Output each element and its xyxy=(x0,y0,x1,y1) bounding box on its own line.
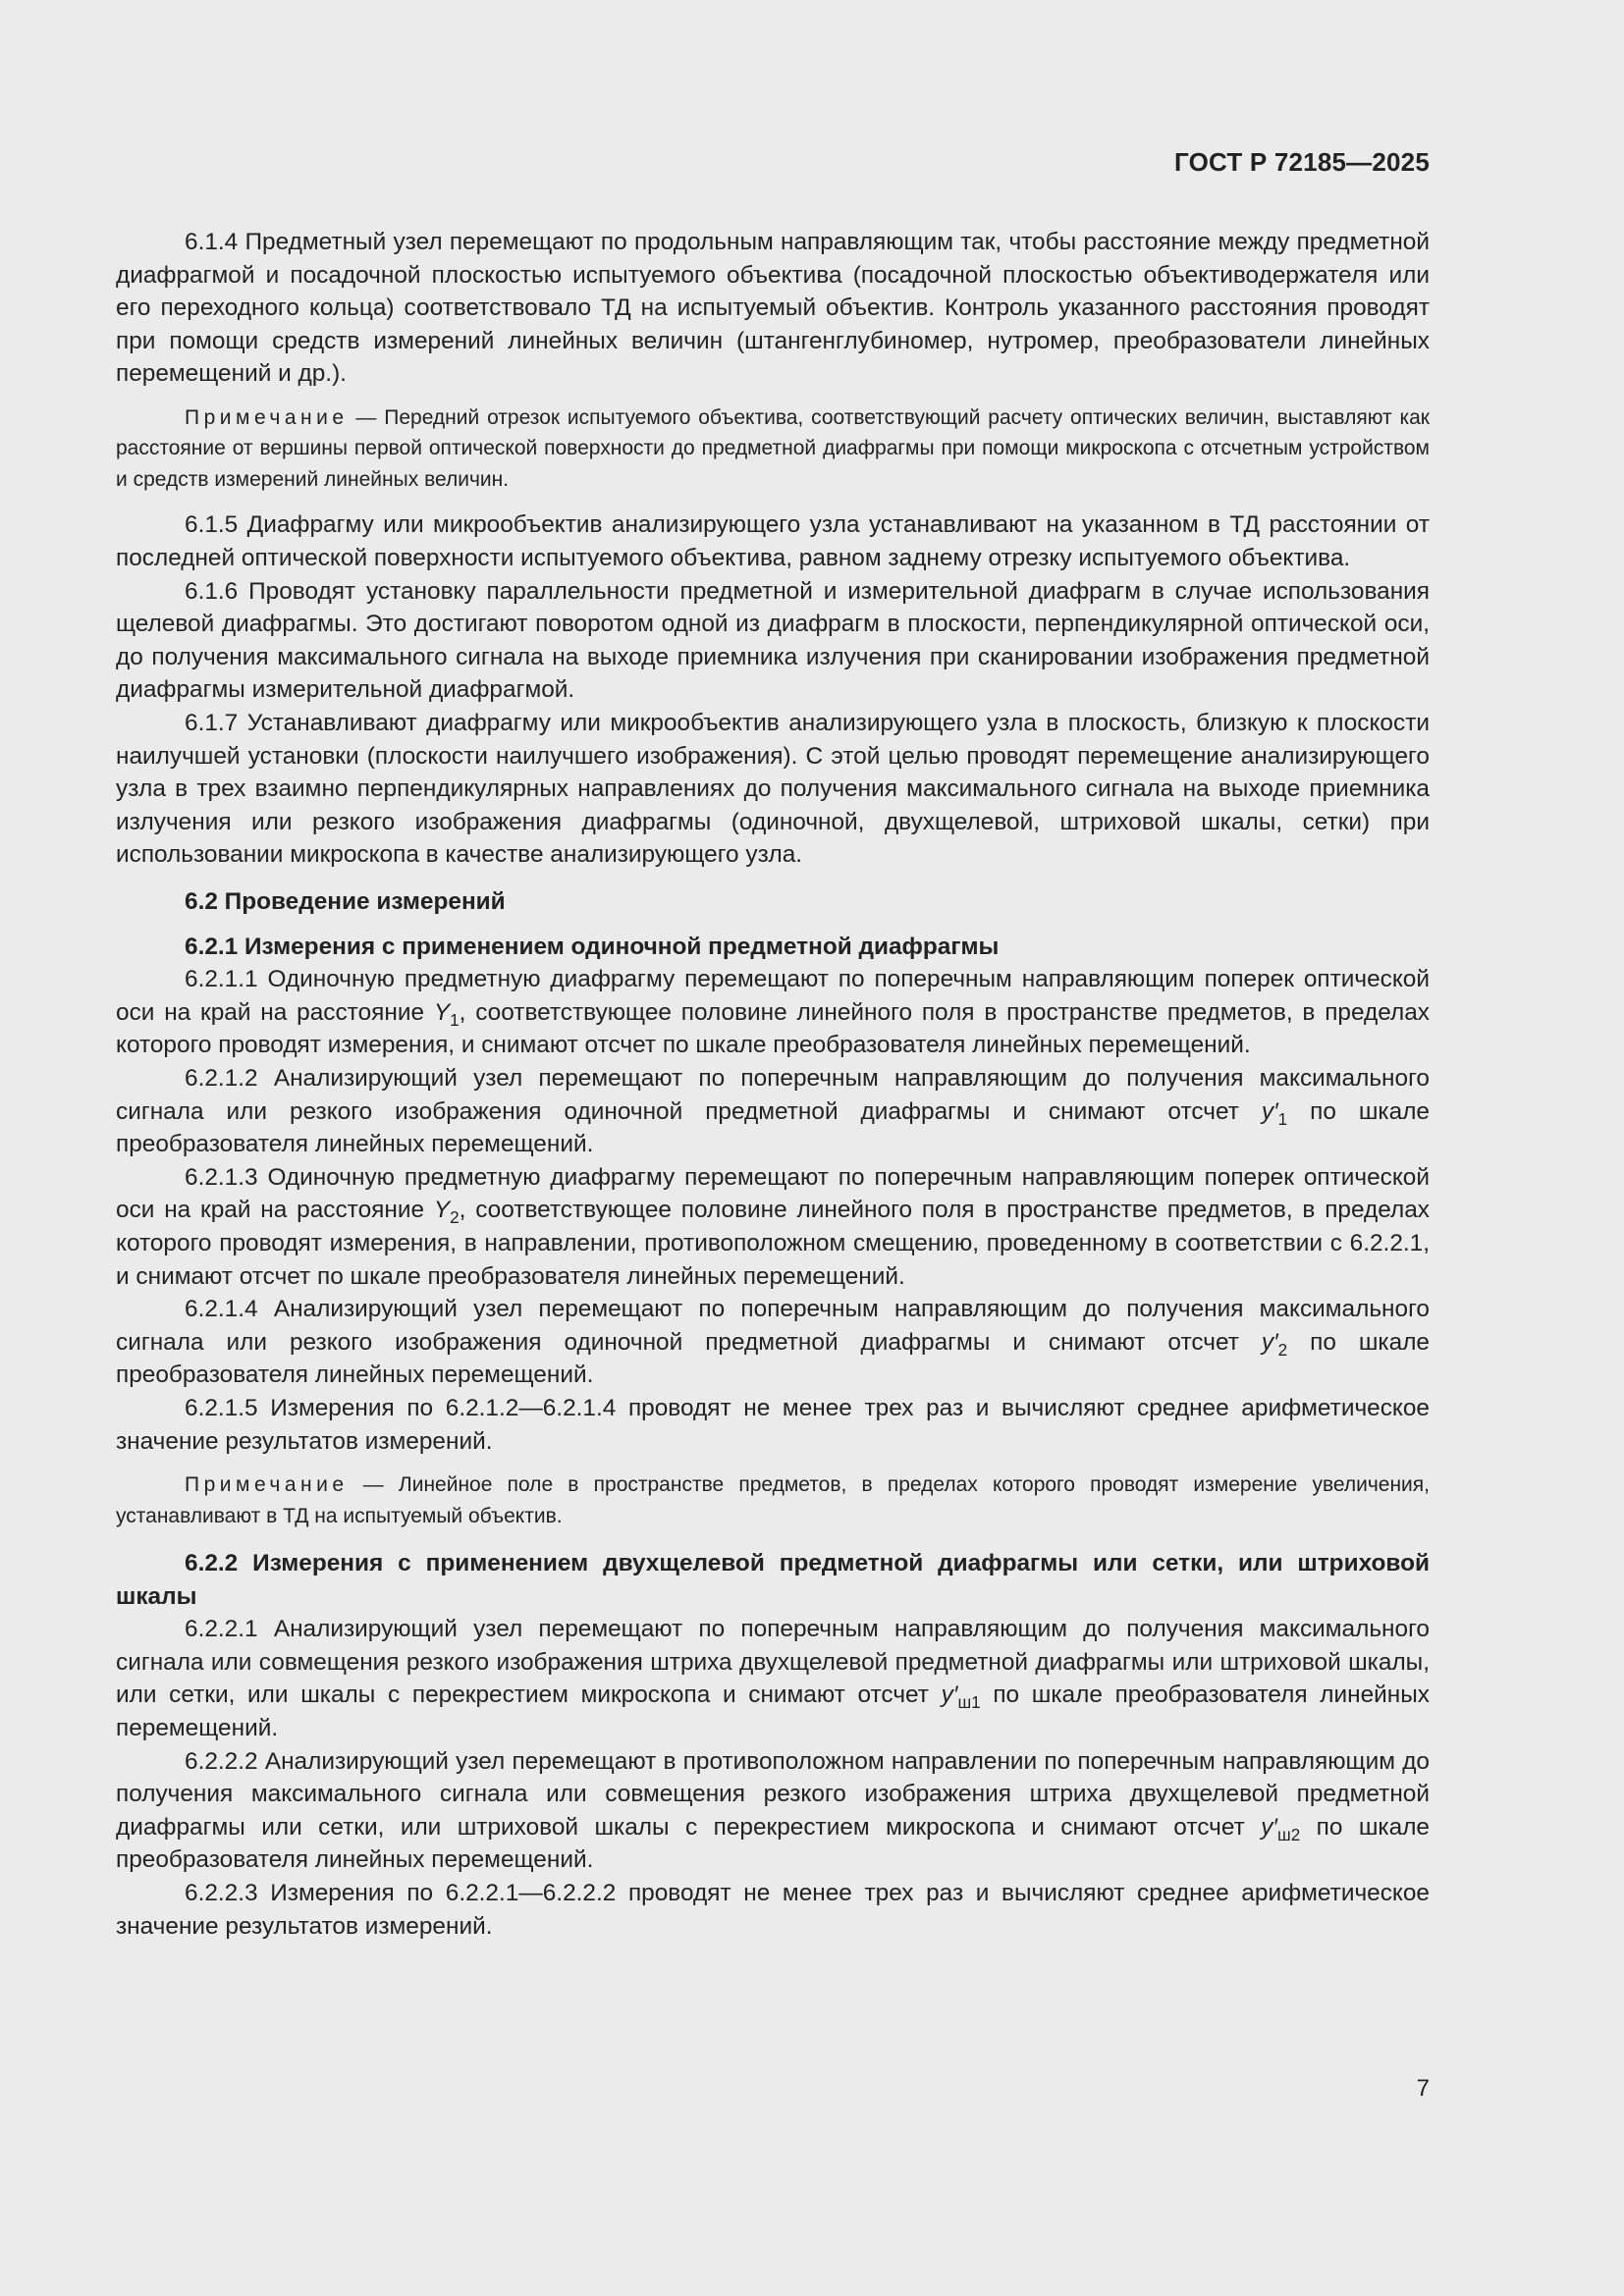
paragraph-text: 6.2.1.1 Одиночную предметную диафрагму перемещают по поперечным направляющим поперек оптической оси на край на расстояние xyxy=(116,966,1430,1026)
formula-subscript: 1 xyxy=(450,1010,460,1030)
paragraph-6-2-2-1 xyxy=(116,1613,1430,1744)
page-number: 7 xyxy=(1416,2075,1430,2102)
paragraph-text: по шкале преобразователя линейных перемещений. xyxy=(116,1813,1430,1874)
paragraph-text: 6.2.2.1 Анализирующий узел перемещают по поперечным направляющим до получения максимального сигнала или совмещения резкого изображения штриха двухщелевой предметной диафрагмы или штриховой шкалы, или сетки, или шкалы с перекрестием микроскопа и снимают отсчет xyxy=(116,1616,1430,1709)
formula-subscript: ш2 xyxy=(1277,1825,1301,1844)
paragraph-text: по шкале преобразователя линейных перемещений. xyxy=(116,1328,1430,1389)
formula-symbol: Y xyxy=(433,998,451,1026)
formula-symbol: y′ xyxy=(1261,1328,1278,1356)
paragraph-text: 6.2.1.3 Одиночную предметную диафрагму перемещают по поперечным направляющим поперек оптической оси на край на расстояние xyxy=(116,1163,1430,1224)
note-label: Примечание xyxy=(185,1473,349,1497)
formula-subscript: 2 xyxy=(450,1208,460,1228)
note-text: — Линейное поле в пространстве предметов, в пределах которого проводят измерение увеличения, устанавливают в ТД на испытуемый объектив. xyxy=(116,1473,1430,1527)
paragraph-6-2-1-5: 6.2.1.5 Измерения по 6.2.1.2—6.2.1.4 проводят не менее трех раз и вычисляют среднее арифметическое значение результатов измерений. xyxy=(116,1394,1430,1455)
paragraph-6-2-1-1 xyxy=(116,963,1430,1062)
paragraph-6-2-1-2 xyxy=(116,1062,1430,1161)
paragraph-6-2-2-3: 6.2.2.3 Измерения по 6.2.2.1—6.2.2.2 проводят не менее трех раз и вычисляют среднее арифметическое значение результатов измерений. xyxy=(116,1880,1430,1940)
paragraph-6-2-1-4 xyxy=(116,1293,1430,1392)
formula-symbol: y′ xyxy=(1261,1813,1277,1841)
subsection-heading-6-2-2: 6.2.2 Измерения с применением двухщелевой предметной диафрагмы или сетки, или штриховой шкалы xyxy=(116,1550,1430,1610)
formula-subscript: 1 xyxy=(1277,1109,1288,1129)
paragraph-6-1-4: 6.1.4 Предметный узел перемещают по продольным направляющим так, чтобы расстояние между предметной диафрагмой и посадочной плоскостью испытуемого объектива (посадочной плоскостью объективодержателя или его переходного кольца) соответствовало ТД на испытуемый объектив. Контроль указанного расстояния проводят при помощи средств измерений линейных величин (штангенглубиномер, нутромер, преобразователи линейных перемещений и др.). xyxy=(116,229,1430,388)
paragraph-6-2-2-2 xyxy=(116,1745,1430,1877)
paragraph-text: 6.2.1.2 Анализирующий узел перемещают по поперечным направляющим до получения максимального сигнала или резкого изображения одиночной предметной диафрагмы и снимают отсчет xyxy=(116,1064,1430,1125)
paragraph-6-1-5: 6.1.5 Диафрагму или микрообъектив анализирующего узла устанавливают на указанном в ТД расстоянии от последней оптической поверхности испытуемого объектива, равном заднему отрезку испытуемого объектива. xyxy=(116,511,1430,572)
formula-subscript: 2 xyxy=(1277,1340,1288,1360)
paragraph-text: , соответствующее половине линейного поля в пространстве предметов, в пределах которого проводят измерения, и снимают отсчет по шкале преобразователя линейных перемещений. xyxy=(116,998,1430,1059)
standard-header: ГОСТ Р 72185—2025 xyxy=(1174,147,1430,177)
paragraph-6-2-1-3 xyxy=(116,1161,1430,1293)
subsection-heading-6-2-1: 6.2.1 Измерения с применением одиночной предметной диафрагмы xyxy=(185,933,1000,960)
note-text: — Передний отрезок испытуемого объектива, соответствующий расчету оптических величин, выставляют как расстояние от вершины первой оптической поверхности до предметной диафрагмы при помощи микроскопа с отсчетным устройством и средств измерений линейных величин. xyxy=(116,405,1430,491)
paragraph-6-1-6: 6.1.6 Проводят установку параллельности предметной и измерительной диафрагм в случае использования щелевой диафрагмы. Это достигают поворотом одной из диафрагм в плоскости, перпендикулярной оптической оси, до получения максимального сигнала на выходе приемника излучения при сканировании изображения предметной диафрагмы измерительной диафрагмой. xyxy=(116,577,1430,704)
note-label: Примечание xyxy=(185,405,349,429)
formula-subscript: ш1 xyxy=(957,1693,981,1713)
note-2 xyxy=(116,1469,1430,1531)
paragraph-text: 6.2.1.4 Анализирующий узел перемещают по поперечным направляющим до получения максимального сигнала или резкого изображения одиночной предметной диафрагмы и снимают отсчет xyxy=(116,1296,1430,1356)
section-heading-6-2: 6.2 Проведение измерений xyxy=(185,888,506,915)
document-body xyxy=(116,226,1430,1943)
paragraph-text: , соответствующее половине линейного поля в пространстве предметов, в пределах которого проводят измерения, в направлении, противоположном смещению, проведенному в соответствии с 6.2.2.1, и снимают отсчет по шкале преобразователя линейных перемещений. xyxy=(116,1197,1430,1290)
paragraph-text: по шкале преобразователя линейных перемещений. xyxy=(116,1682,1431,1742)
formula-symbol: y′ xyxy=(941,1682,958,1709)
note-1 xyxy=(116,402,1430,496)
paragraph-6-1-7: 6.1.7 Устанавливают диафрагму или микрообъектив анализирующего узла в плоскость, близкую к плоскости наилучшей установки (плоскости наилучшего изображения). С этой целью проводят перемещение анализирующего узла в трех взаимно перпендикулярных направлениях до получения максимального сигнала на выходе приемника излучения или резкого изображения диафрагмы (одиночной, двухщелевой, штриховой шкалы, сетки) при использовании микроскопа в качестве анализирующего узла. xyxy=(116,710,1430,869)
formula-symbol: Y xyxy=(433,1197,451,1224)
formula-symbol: y′ xyxy=(1261,1097,1278,1125)
paragraph-text: 6.2.2.2 Анализирующий узел перемещают в противоположном направлении по поперечным направляющим до получения максимального сигнала или совмещения резкого изображения штриха двухщелевой предметной диафрагмы или сетки, или штриховой шкалы с перекрестием микроскопа и снимают отсчет xyxy=(116,1747,1430,1841)
paragraph-text: по шкале преобразователя линейных перемещений. xyxy=(116,1097,1430,1158)
